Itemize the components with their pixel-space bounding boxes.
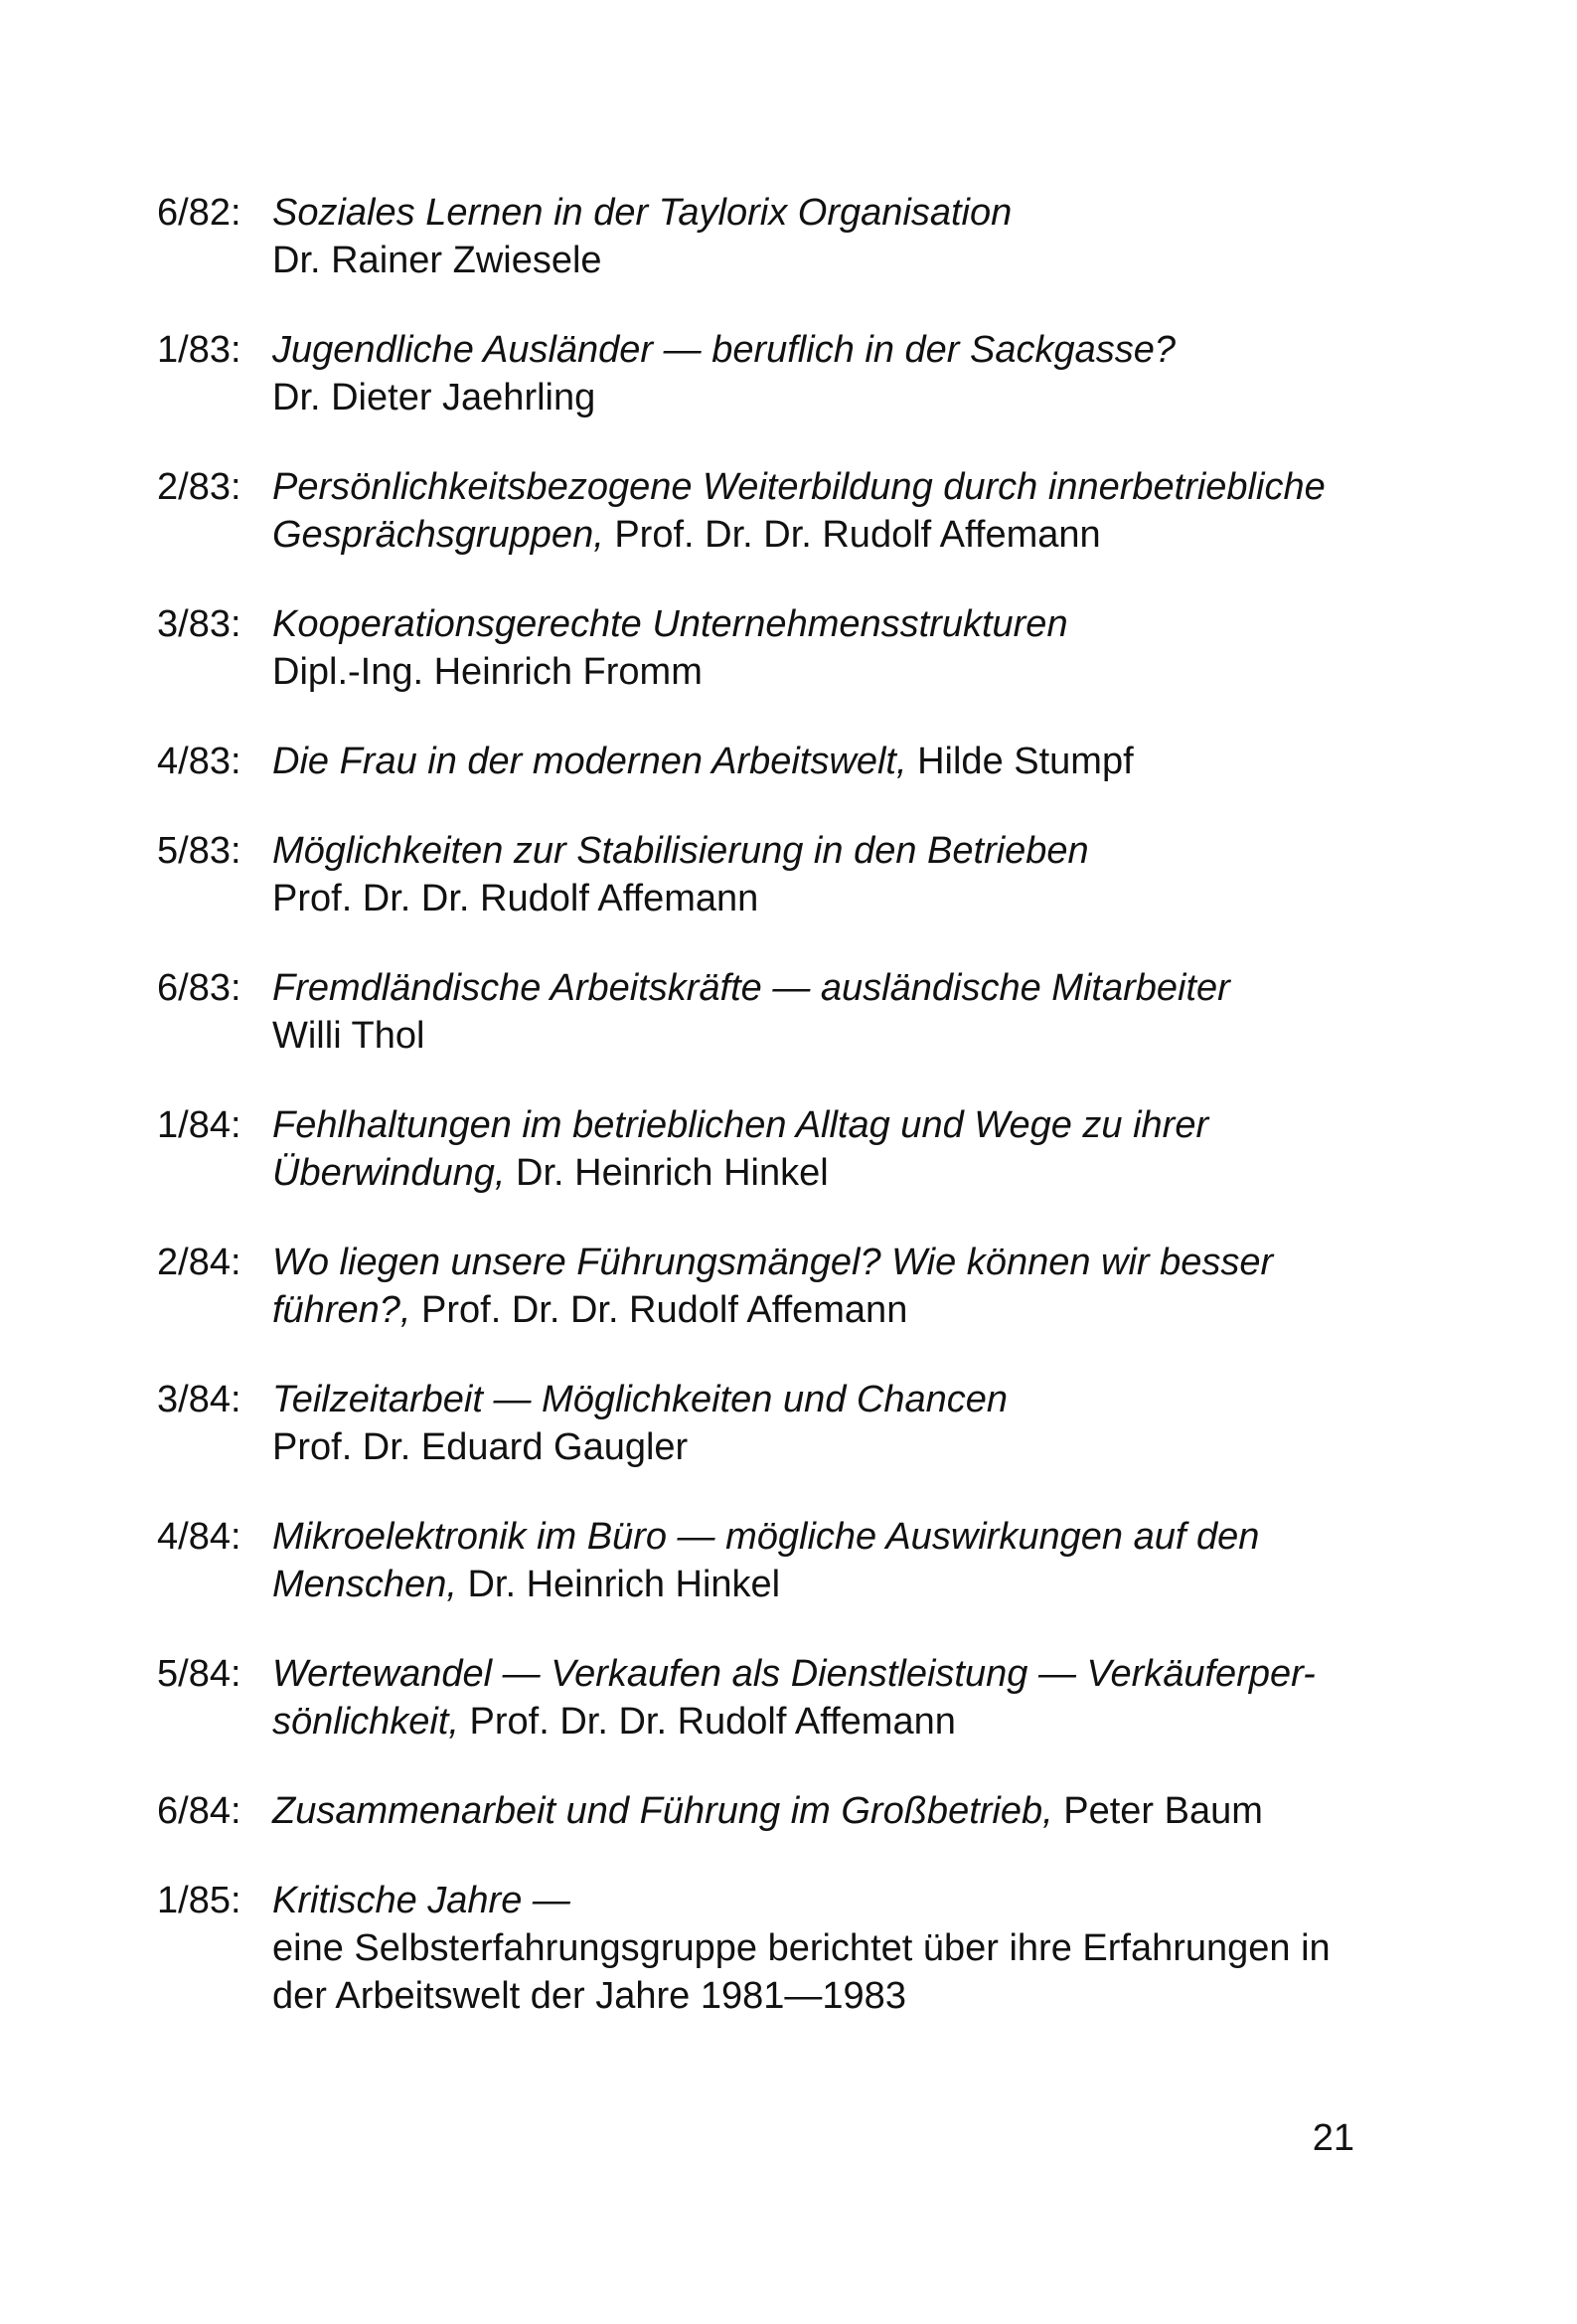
- list-item: [157, 964, 1369, 1060]
- entry-content: [272, 1513, 1369, 1608]
- entry-author: Dr. Heinrich Hinkel: [516, 1152, 829, 1194]
- entry-content: [272, 463, 1369, 559]
- entry-content: [272, 1650, 1369, 1745]
- issue-code: 4/84:: [157, 1516, 241, 1558]
- list-item: [157, 1239, 1369, 1334]
- entry-author: Willi Thol: [272, 1015, 425, 1057]
- entry-title: Fehlhaltungen im betrieblichen Alltag und Wege zu ihrer: [272, 1104, 1209, 1146]
- entry-title-end: Überwindung,: [272, 1152, 506, 1194]
- entry-title-end: führen?,: [272, 1289, 411, 1331]
- publication-list: [157, 189, 1369, 2062]
- list-item: [157, 1101, 1369, 1197]
- entry-content: [272, 189, 1369, 284]
- entry-author: Prof. Dr. Dr. Rudolf Affemann: [469, 1701, 956, 1743]
- entry-title-continued: [272, 1286, 1369, 1334]
- list-item: [157, 463, 1369, 559]
- entry-title: Soziales Lernen in der Taylorix Organisation: [272, 192, 1013, 234]
- entry-author: Dr. Dieter Jaehrling: [272, 377, 596, 418]
- issue-code: 1/83:: [157, 329, 241, 371]
- entry-title-continued: [272, 1149, 1369, 1197]
- issue-code: 1/85:: [157, 1880, 241, 1921]
- entry-description-continued: der Arbeitswelt der Jahre 1981—1983: [272, 1975, 906, 2017]
- entry-author: Dr. Heinrich Hinkel: [467, 1564, 781, 1605]
- entry-content: [272, 1376, 1369, 1471]
- entry-content: [272, 600, 1369, 696]
- issue-code: 4/83:: [157, 741, 241, 782]
- entry-line: [272, 1787, 1369, 1835]
- entry-content: [272, 738, 1369, 785]
- entry-content: [272, 1877, 1369, 2020]
- entry-content: [272, 326, 1369, 421]
- entry-author: Prof. Dr. Dr. Rudolf Affemann: [272, 878, 759, 919]
- list-item: [157, 1650, 1369, 1745]
- entry-author: Hilde Stumpf: [917, 741, 1134, 782]
- entry-title: Fremdländische Arbeitskräfte — ausländische Mitarbeiter: [272, 967, 1230, 1009]
- issue-code: 1/84:: [157, 1104, 241, 1146]
- entry-title-continued: [272, 1561, 1369, 1608]
- list-item: [157, 189, 1369, 284]
- entry-title-end: Menschen,: [272, 1564, 457, 1605]
- entry-title: Persönlichkeitsbezogene Weiterbildung durch innerbetriebliche: [272, 466, 1326, 508]
- entry-title: Wo liegen unsere Führungsmängel? Wie können wir besser: [272, 1242, 1274, 1283]
- entry-line: [272, 738, 1369, 785]
- entry-author: Prof. Dr. Eduard Gaugler: [272, 1426, 689, 1468]
- entry-title-continued: [272, 511, 1369, 559]
- page-number: 21: [1312, 2117, 1354, 2159]
- entry-author: Dr. Rainer Zwiesele: [272, 240, 602, 281]
- issue-code: 3/84:: [157, 1379, 241, 1420]
- entry-title-continued: [272, 1698, 1369, 1745]
- entry-title-end: sönlichkeit,: [272, 1701, 459, 1743]
- entry-title: Mikroelektronik im Büro — mögliche Auswirkungen auf den: [272, 1516, 1260, 1558]
- list-item: [157, 738, 1369, 785]
- entry-title: Zusammenarbeit und Führung im Großbetrieb,: [272, 1790, 1053, 1832]
- issue-code: 5/83:: [157, 830, 241, 872]
- entry-title: Jugendliche Ausländer — beruflich in der Sackgasse?: [272, 329, 1177, 371]
- list-item: [157, 1376, 1369, 1471]
- list-item: [157, 326, 1369, 421]
- entry-title: Die Frau in der modernen Arbeitswelt,: [272, 741, 907, 782]
- issue-code: 6/84:: [157, 1790, 241, 1832]
- issue-code: 2/83:: [157, 466, 241, 508]
- entry-content: [272, 1101, 1369, 1197]
- entry-content: [272, 1239, 1369, 1334]
- issue-code: 3/83:: [157, 603, 241, 645]
- list-item: [157, 1877, 1369, 2020]
- list-item: [157, 1513, 1369, 1608]
- issue-code: 2/84:: [157, 1242, 241, 1283]
- entry-author: Prof. Dr. Dr. Rudolf Affemann: [421, 1289, 908, 1331]
- entry-content: [272, 964, 1369, 1060]
- list-item: [157, 1787, 1369, 1835]
- entry-title: Kooperationsgerechte Unternehmensstrukturen: [272, 603, 1068, 645]
- entry-title: Möglichkeiten zur Stabilisierung in den Betrieben: [272, 830, 1089, 872]
- issue-code: 6/82:: [157, 192, 241, 234]
- list-item: [157, 600, 1369, 696]
- entry-author: Peter Baum: [1063, 1790, 1263, 1832]
- entry-title-end: Gesprächsgruppen,: [272, 514, 604, 556]
- entry-title: Teilzeitarbeit — Möglichkeiten und Chancen: [272, 1379, 1009, 1420]
- entry-title: Wertewandel — Verkaufen als Dienstleistung — Verkäuferper-: [272, 1653, 1316, 1695]
- issue-code: 6/83:: [157, 967, 241, 1009]
- entry-content: [272, 827, 1369, 922]
- entry-author: Prof. Dr. Dr. Rudolf Affemann: [614, 514, 1101, 556]
- entry-author: Dipl.-Ing. Heinrich Fromm: [272, 651, 703, 693]
- list-item: [157, 827, 1369, 922]
- entry-description: eine Selbsterfahrungsgruppe berichtet über ihre Erfahrungen in: [272, 1927, 1331, 1969]
- entry-title: Kritische Jahre —: [272, 1880, 570, 1921]
- entry-content: [272, 1787, 1369, 1835]
- issue-code: 5/84:: [157, 1653, 241, 1695]
